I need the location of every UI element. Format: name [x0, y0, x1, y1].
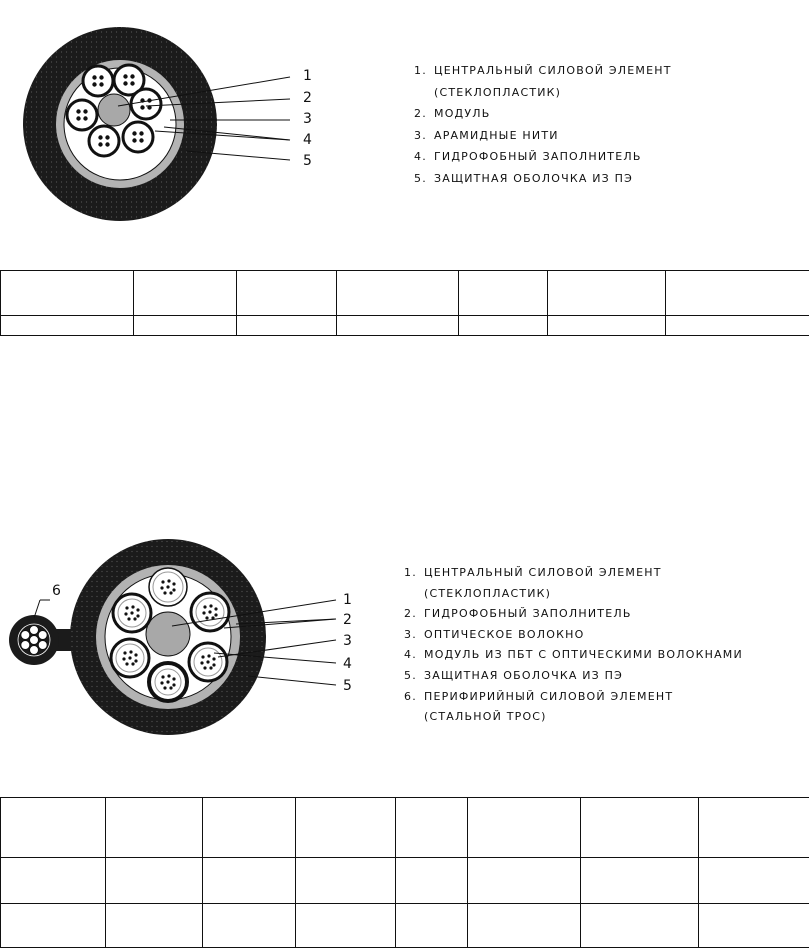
callout-5: 5 [343, 678, 352, 694]
table-cell [203, 858, 296, 904]
table-cell [106, 798, 203, 858]
legend-item: 4. МОДУЛЬ ИЗ ПБТ С ОПТИЧЕСКИМИ ВОЛОКНАМИ [404, 648, 743, 662]
table-cell [396, 798, 468, 858]
callout-3: 3 [303, 111, 312, 127]
table-cell [581, 798, 699, 858]
callout-2: 2 [303, 90, 312, 106]
cable-cross-section-1 [0, 0, 809, 240]
table-cell [699, 858, 809, 904]
legend-item: 1. ЦЕНТРАЛЬНЫЙ СИЛОВОЙ ЭЛЕМЕНТ [414, 64, 672, 77]
table-cell [337, 271, 459, 316]
table-cell [699, 798, 809, 858]
table-cell [1, 316, 134, 336]
module-tube [111, 639, 149, 677]
table-cell [1, 798, 106, 858]
module-tube [89, 126, 119, 156]
table-cell [459, 271, 548, 316]
callout-4: 4 [343, 656, 352, 672]
table-row [1, 271, 809, 316]
legend-item-sub: (СТЕКЛОПЛАСТИК) [424, 586, 552, 600]
table-cell [548, 316, 666, 336]
central-strength-member [146, 612, 190, 656]
legend-item: 2. МОДУЛЬ [414, 107, 491, 120]
steel-messenger [9, 615, 59, 665]
table-row [1, 316, 809, 336]
table-cell [296, 798, 396, 858]
module-tube [131, 89, 161, 119]
spec-table-1 [0, 270, 809, 336]
callout-3: 3 [343, 633, 352, 649]
legend-item-sub: (СТЕКЛОПЛАСТИК) [434, 85, 562, 99]
table-cell [581, 904, 699, 948]
module-tube [83, 66, 113, 96]
legend-item-sub: (СТАЛЬНОЙ ТРОС) [424, 710, 547, 724]
table-cell [203, 798, 296, 858]
callout-1: 1 [303, 68, 312, 84]
module-tube [149, 663, 187, 701]
legend-item: 1. ЦЕНТРАЛЬНЫЙ СИЛОВОЙ ЭЛЕМЕНТ [404, 566, 662, 579]
table-cell [581, 858, 699, 904]
table-cell [666, 271, 809, 316]
table-cell [106, 858, 203, 904]
legend-item: 4. ГИДРОФОБНЫЙ ЗАПОЛНИТЕЛЬ [414, 150, 642, 163]
table-cell [134, 316, 237, 336]
legend-item: 5. ЗАЩИТНАЯ ОБОЛОЧКА ИЗ ПЭ [414, 171, 633, 185]
table-cell [396, 904, 468, 948]
table-cell [459, 316, 548, 336]
table-row [1, 798, 809, 858]
legend-item: 2. ГИДРОФОБНЫЙ ЗАПОЛНИТЕЛЬ [404, 607, 632, 621]
module-tube [67, 100, 97, 130]
table-row [1, 904, 809, 948]
module-tube [191, 593, 229, 631]
table-cell [666, 316, 809, 336]
spec-table-2 [0, 797, 809, 948]
table-cell [134, 271, 237, 316]
callout-2: 2 [343, 612, 352, 628]
table-cell [396, 858, 468, 904]
table-cell [296, 858, 396, 904]
module-tube [149, 568, 187, 606]
table-cell [296, 904, 396, 948]
table-cell [699, 904, 809, 948]
table-cell [548, 271, 666, 316]
module-tube [113, 594, 151, 632]
legend-item: 3. АРАМИДНЫЕ НИТИ [414, 128, 559, 142]
module-tube [189, 643, 227, 681]
table-cell [106, 904, 203, 948]
table-cell [237, 316, 337, 336]
table-cell [1, 858, 106, 904]
table-cell [337, 316, 459, 336]
callout-1: 1 [343, 592, 352, 608]
table-cell [468, 904, 581, 948]
callout-4: 4 [303, 132, 312, 148]
central-strength-member [98, 94, 130, 126]
legend-item: 5. ЗАЩИТНАЯ ОБОЛОЧКА ИЗ ПЭ [404, 668, 623, 682]
table-cell [1, 904, 106, 948]
table-cell [203, 904, 296, 948]
legend-item: 6. ПЕРИФИРИЙНЫЙ СИЛОВОЙ ЭЛЕМЕНТ [404, 689, 674, 703]
table-cell [468, 798, 581, 858]
table-cell [237, 271, 337, 316]
legend-2 [404, 563, 743, 728]
legend-item: 3. ОПТИЧЕСКОЕ ВОЛОКНО [404, 627, 585, 641]
table-cell [1, 271, 134, 316]
legend-1 [414, 60, 672, 189]
module-tube [123, 122, 153, 152]
table-row [1, 858, 809, 904]
callout-5: 5 [303, 153, 312, 169]
callout-6: 6 [52, 583, 61, 599]
table-cell [468, 858, 581, 904]
